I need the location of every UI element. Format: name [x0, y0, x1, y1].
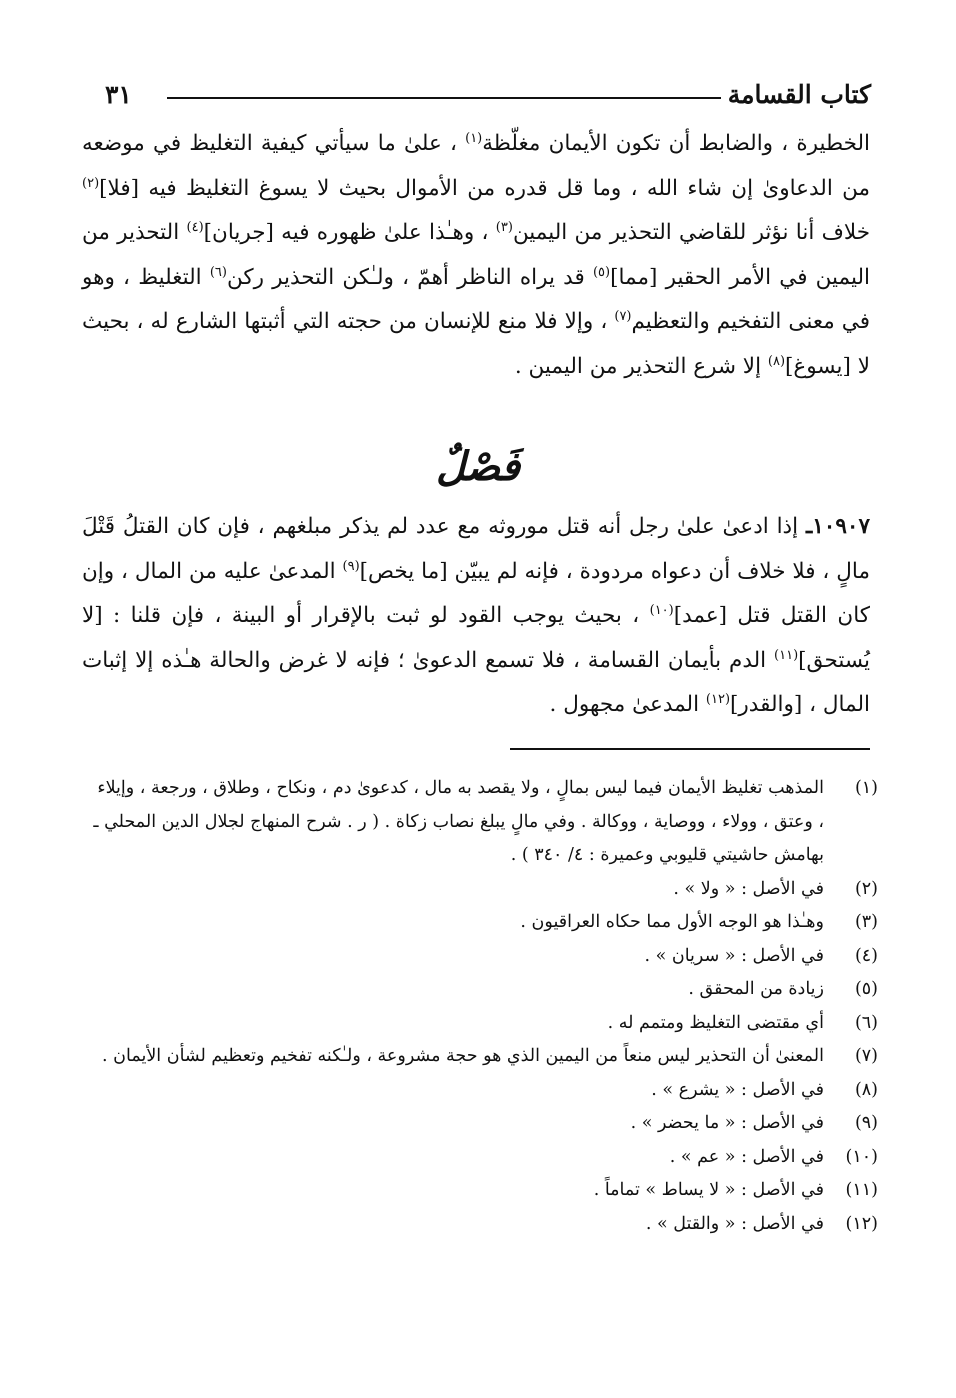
footnote-text: في الأصل : « عم » . [669, 1146, 824, 1167]
text-segment: الدم بأيمان القسامة ، فلا تسمع الدعوىٰ ؛ فإنه لا غرض والحالة هـٰذه إلا إثبات المال ، [والقدر] [82, 647, 870, 717]
footnote-number: (٤) [854, 945, 878, 966]
footnote-ref[interactable]: (٤) [186, 219, 204, 235]
footnote [92, 1141, 878, 1175]
footnote-ref[interactable]: (٩) [342, 558, 360, 574]
footnote-number: (٣) [854, 912, 878, 932]
footnote-text: في الأصل : « ولا » . [673, 878, 824, 899]
text-segment: ، وإلا فلا منع للإنسان من حجته التي أثبتها الشارع له ، بحيث لا [يسوغ] [82, 309, 870, 379]
chapter-title: كتاب القسامة [727, 80, 871, 109]
footnote-number: (٥) [854, 979, 878, 999]
text-segment: قد يراه الناظر أهمّ ، ولـٰكن التحذير ركن [226, 264, 593, 290]
footnote-text: في الأصل : « لا يساط » تماماً . [593, 1180, 824, 1200]
text-segment: إلا شرع التحذير من اليمين . [514, 353, 768, 379]
footnote [92, 1107, 878, 1141]
text-segment: ، وهـٰذا علىٰ ظهوره فيه [جريان] [203, 220, 496, 245]
footnote-text: في الأصل : « والقتل » . [645, 1213, 824, 1234]
footnote-ref[interactable]: (٧) [614, 308, 632, 324]
footnote [92, 1208, 878, 1242]
section-heading-calligraphy: فَصْلٌ [435, 443, 521, 490]
footnote [92, 1040, 878, 1074]
footnote [92, 906, 878, 940]
footnote-number: (٧) [854, 1046, 878, 1066]
footnote-number: (١) [854, 778, 878, 798]
footnote [92, 1074, 878, 1108]
header-rule [167, 97, 721, 99]
footnote-ref[interactable]: (٨) [767, 353, 786, 369]
footnote-ref[interactable]: (١٢) [705, 691, 731, 707]
footnote [92, 940, 878, 974]
footnote-ref[interactable]: (١) [465, 130, 483, 146]
footnote-ref[interactable]: (٣) [495, 219, 513, 235]
text-segment: إذا ادعىٰ علىٰ رجل أنه قتل موروثه مع عدد لم يذكر مبلغهم ، فإن كان القتلُ قَتْلَ مالٍ ، فلا خلاف أن دعواه مردودة ، فإنه لم يبيّن [ما يخص] [82, 514, 870, 584]
text-segment: التحذير من اليمين في الأمر الحقير [مما] [82, 220, 870, 290]
footnote-number: (٢) [854, 878, 878, 899]
text-segment: ، علىٰ ما سيأتي كيفية التغليظ في موضعه من الدعاوىٰ إن شاء الله ، وما قل قدره من الأموال بحيث لا يسوغ التغليظ فيه [فلا] [82, 131, 870, 201]
footnote-ref[interactable]: (٢) [82, 175, 100, 191]
footnote-text: المذهب تغليظ الأيمان فيما ليس بمالٍ ، ولا يقصد به مال ، كدعوىٰ دم ، ونكاح ، وطلاق ، ورجعة ، وإيلاء ، وعتق ، وولاء ، ووصاية ، ووكالة . وفي مالٍ يبلغ نصاب زكاة . ( ر . شرح المنهاج لجلال الدين المحلي ـ بهامش حاشيتي قليوبي وعميرة : ٤/ ٣٤٠ ) . [93, 778, 824, 865]
page-number: ٣١ [105, 80, 132, 109]
text-segment: المدعىٰ مجهول . [549, 692, 706, 717]
text-segment: خلاف أنا نؤثر للقاضي التحذير من اليمين [512, 220, 870, 245]
paragraph-number: ١٠٩٠٧ـ [805, 514, 870, 539]
text-segment: التغليظ ، وهو في معنى التفخيم والتعظيم [82, 264, 870, 334]
footnote-text: في الأصل : « يشرع » . [651, 1079, 824, 1100]
footnote-number: (١٢) [845, 1213, 878, 1234]
footnote-ref[interactable]: (٦) [209, 264, 227, 280]
footnote [92, 873, 878, 907]
footnote-text: في الأصل : « ما يحضر » . [630, 1113, 824, 1133]
footnote-text: وهـٰذا هو الوجه الأول مما حكاه العراقيون . [520, 912, 824, 932]
footnote-ref[interactable]: (١١) [774, 647, 799, 663]
footnote-separator [510, 748, 870, 750]
text-segment: ، بحيث يوجب القود لو ثبت بالإقرار أو البينة ، فإن قلنا : [لا يُستحق] [82, 603, 870, 673]
section-heading [0, 443, 956, 490]
footnote-number: (١١) [845, 1180, 878, 1200]
footnote-number: (١٠) [845, 1146, 878, 1167]
text-segment: المدعىٰ عليه من المال ، وإن كان القتل قتل [عمد] [82, 558, 870, 628]
running-header [105, 80, 871, 116]
footnote-ref[interactable]: (١٠) [649, 602, 674, 618]
footnote-text: زيادة من المحقق . [688, 979, 824, 999]
paragraph-continued [82, 122, 870, 389]
text-segment: الخطيرة ، والضابط أن تكون الأيمان مغلّظة [482, 131, 870, 156]
footnote-text: المعنىٰ أن التحذير ليس منعاً من اليمين الذي هو حجة مشروعة ، ولـٰكنه تفخيم وتعظيم لشأن الأيمان . [102, 1046, 824, 1066]
footnote-ref[interactable]: (٥) [592, 264, 611, 280]
footnote-text: أي مقتضى التغليظ ومتمم له . [607, 1012, 824, 1033]
paragraph-numbered [82, 505, 870, 728]
footnote [92, 772, 878, 873]
footnote-text: في الأصل : « سريان » . [644, 945, 824, 966]
footnotes-list [92, 772, 878, 1241]
footnote-number: (٦) [854, 1012, 878, 1033]
footnote-number: (٩) [854, 1113, 878, 1133]
footnote [92, 1007, 878, 1041]
footnote [92, 973, 878, 1007]
footnote-number: (٨) [854, 1079, 878, 1100]
footnote [92, 1174, 878, 1208]
